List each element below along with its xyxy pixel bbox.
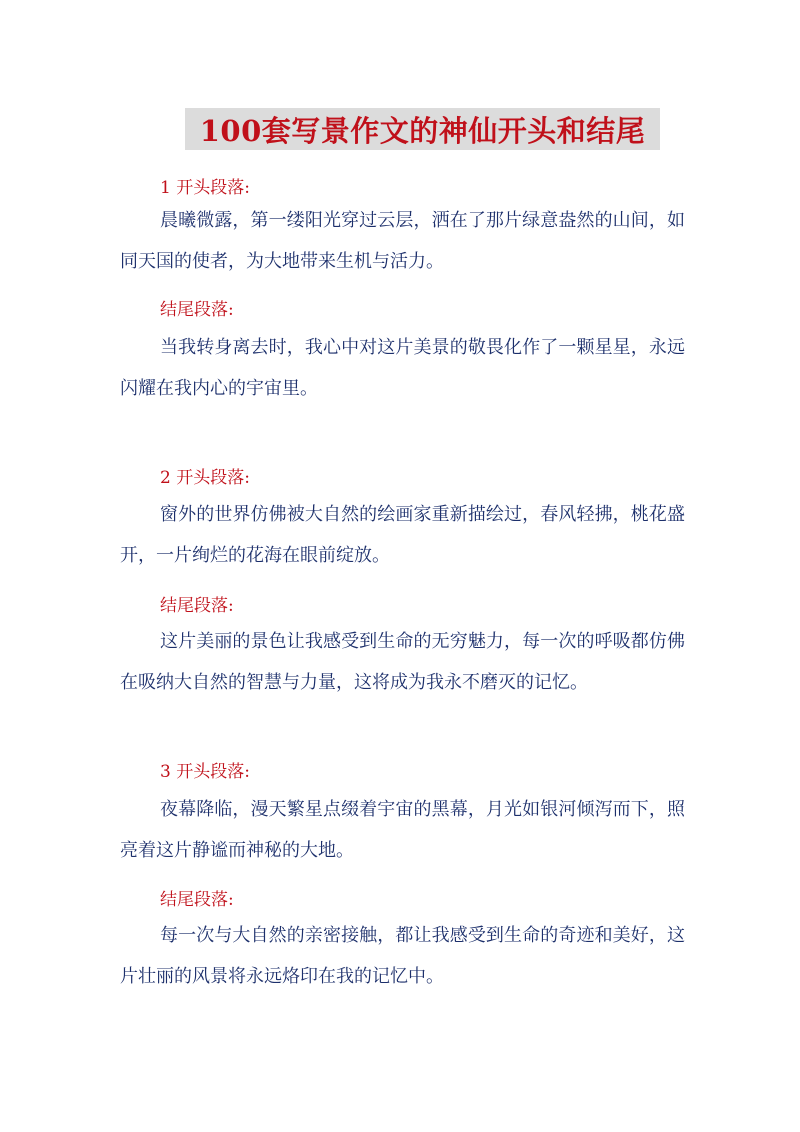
section-1-opening-label: 1 开头段落: xyxy=(160,178,250,198)
section-1-ending-label: 结尾段落: xyxy=(160,300,234,320)
page-title: 100套写景作文的神仙开头和结尾 xyxy=(199,113,646,148)
section-1-opening-text: 晨曦微露，第一缕阳光穿过云层，洒在了那片绿意盎然的山间，如同天国的使者，为大地带来生机与活力。 xyxy=(120,210,685,272)
title-highlight xyxy=(185,108,660,150)
section-2-opening-text: 窗外的世界仿佛被大自然的绘画家重新描绘过，春风轻拂，桃花盛开，一片绚烂的花海在眼前绽放。 xyxy=(120,504,685,566)
section-2-ending-text: 这片美丽的景色让我感受到生命的无穷魅力，每一次的呼吸都仿佛在吸纳大自然的智慧与力量，这将成为我永不磨灭的记忆。 xyxy=(120,631,685,693)
section-2-ending-label: 结尾段落: xyxy=(160,596,234,616)
section-3-ending-text: 每一次与大自然的亲密接触，都让我感受到生命的奇迹和美好，这片壮丽的风景将永远烙印在我的记忆中。 xyxy=(120,925,685,987)
section-3-opening-label: 3 开头段落: xyxy=(160,762,250,782)
section-3-ending-label: 结尾段落: xyxy=(160,890,234,910)
section-2-opening-label: 2 开头段落: xyxy=(160,468,250,488)
section-3-opening-text: 夜幕降临，漫天繁星点缀着宇宙的黑幕，月光如银河倾泻而下，照亮着这片静谧而神秘的大地。 xyxy=(120,799,685,861)
section-1-ending-text: 当我转身离去时，我心中对这片美景的敬畏化作了一颗星星，永远闪耀在我内心的宇宙里。 xyxy=(120,337,685,399)
